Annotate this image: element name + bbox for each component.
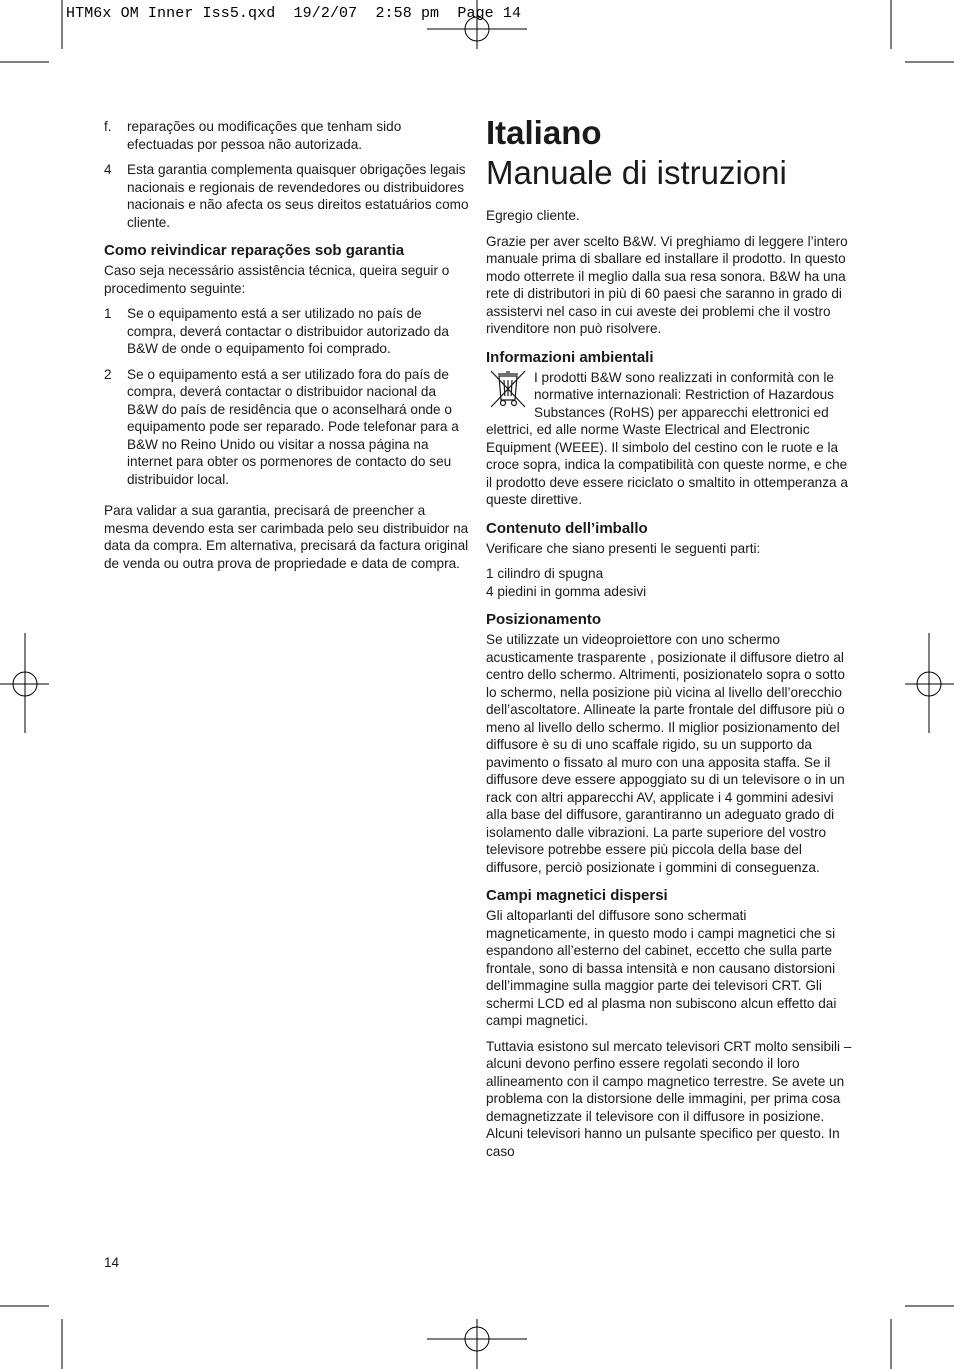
list-item: 1 cilindro di spugna bbox=[486, 566, 604, 581]
left-column bbox=[104, 118, 469, 580]
list-item-number: 1 bbox=[104, 306, 112, 321]
list-item: 4 piedini in gomma adesivi bbox=[486, 583, 647, 599]
weee-crossed-bin-icon bbox=[486, 369, 530, 409]
positioning-heading: Posizionamento bbox=[486, 611, 602, 628]
right-column bbox=[486, 113, 852, 1168]
environment-text: I prodotti B&W sono realizzati in conformità con le normative internazionali: Restriction of Hazardous Substances (RoHS) per apparecchi elettronici ed elettrici, ed alle norme Waste Electrical and Electronic Equipment (WEEE). Il simbolo del cestino con le ruote e la croce sopra, indica la compatibilità con queste norme, e che il prodotto deve essere riciclato o smaltito in ottemperanza a queste direttive. bbox=[486, 369, 848, 507]
page-number: 14 bbox=[104, 1255, 120, 1270]
list-item bbox=[104, 305, 469, 358]
page-title: Italiano bbox=[486, 114, 602, 151]
list-item bbox=[104, 118, 469, 153]
contents-heading: Contenuto dell’imballo bbox=[486, 519, 648, 537]
list-item bbox=[104, 366, 469, 489]
environment-heading: Informazioni ambientali bbox=[486, 348, 654, 366]
warranty-closing-paragraph: Para validar a sua garantia, precisará de preencher a mesma devendo esta ser carimbada pelo seu distribuidor na data da compra. Em alternativa, precisará da factura original de venda ou outra prova de propriedade e data de compra. bbox=[104, 503, 469, 571]
warranty-claim-heading: Como reivindicar reparações sob garantia bbox=[104, 242, 405, 259]
contents-intro: Verificare che siano presenti le seguenti parti: bbox=[486, 540, 761, 556]
page-subtitle: Manuale di istruzioni bbox=[486, 154, 787, 191]
magnetic-fields-paragraph-2: Tuttavia esistono sul mercato televisori CRT molto sensibili – alcuni devono perfino essere regolati secondo il loro allineamento con il campo magnetico terrestre. Se avete un problema con la distorsione delle immagini, per prima cosa demagnetizzate il televisore con il diffusore in posizione. Alcuni televisori hanno un pulsante specifico per questo. In caso bbox=[486, 1038, 852, 1159]
list-item-text: Se o equipamento está a ser utilizado fora do país de compra, deverá contactar o distribuidor nacional da B&W do país de residência que o aconselhará onde o equipamento pode ser reparado. Pode telefonar para a B&W no Reino Unido ou visitar a nossa página na internet para obter os pormenores de contacto do seu distribuidor local. bbox=[127, 366, 459, 487]
positioning-paragraph: Se utilizzate un videoproiettore con uno schermo acusticamente trasparente , posizionate il diffusore dietro al centro dello schermo. Altrimenti, posizionatelo sopra o sotto lo schermo, nella posizione più vicina al livello dell’orecchio dell’ascoltatore. Allineate la parte frontale del diffusore più o meno al livello dello schermo. Il miglior posizionamento del diffusore è su di uno scaffale rigido, su un supporto da pavimento o fissato al muro con una apposita staffa. Se il diffusore deve essere appoggiato su di un televisore o in un rack con altri apparecchi AV, applicate i 4 gommini adesivi alla base del diffusore, garantiranno un adeguato grado di isolamento dalle vibrazioni. La parte superiore del vostro televisore potrebbe essere più piccola della base del diffusore, perciò posizionate i gommini di conseguenza. bbox=[486, 632, 845, 875]
contents-list bbox=[486, 565, 852, 600]
list-item-number: 4 bbox=[104, 162, 112, 177]
magnetic-fields-heading: Campi magnetici dispersi bbox=[486, 887, 668, 904]
intro-paragraph: Grazie per aver scelto B&W. Vi preghiamo di leggere l’intero manuale prima di sballare ed installare il prodotto. In questo modo otterrete il meglio dalla sua resa sonora. B&W ha una rete di distributori in più di 60 paesi che saranno in grado di assistervi nel caso in cui aveste dei problemi che il vostro rivenditore non può risolvere. bbox=[486, 233, 848, 336]
list-item-text: reparações ou modificações que tenham sido efectuadas por pessoa não autorizada. bbox=[127, 119, 402, 152]
list-item-number: 2 bbox=[104, 366, 112, 382]
list-item-text: Se o equipamento está a ser utilizado no país de compra, deverá contactar o distribuidor autorizado da B&W de onde o equipamento foi comprado. bbox=[127, 306, 449, 356]
print-slug: HTM6x OM Inner Iss5.qxd 19/2/07 2:58 pm Page 14 bbox=[66, 5, 522, 22]
environment-paragraph bbox=[486, 369, 852, 509]
magnetic-fields-paragraph-1: Gli altoparlanti del diffusore sono schermati magneticamente, in questo modo i campi magnetici che si espandono all’esterno del cabinet, eccetto che sulla parte frontale, sono di bassa intensità e non causano distorsioni dell’immagine sulla maggior parte dei televisori CRT. Gli schermi LCD ed al plasma non subiscono alcun effetto dai campi magnetici. bbox=[486, 908, 837, 1028]
greeting: Egregio cliente. bbox=[486, 208, 580, 223]
warranty-claim-intro: Caso seja necessário assistência técnica, queira seguir o procedimento seguinte: bbox=[104, 263, 450, 296]
list-item-number: f. bbox=[104, 119, 112, 134]
list-item-text: Esta garantia complementa quaisquer obrigações legais nacionais e regionais de revendedores ou distribuidores nacionais e não afecta os seus direitos estatuários como cliente. bbox=[127, 162, 469, 230]
list-item bbox=[104, 161, 469, 231]
